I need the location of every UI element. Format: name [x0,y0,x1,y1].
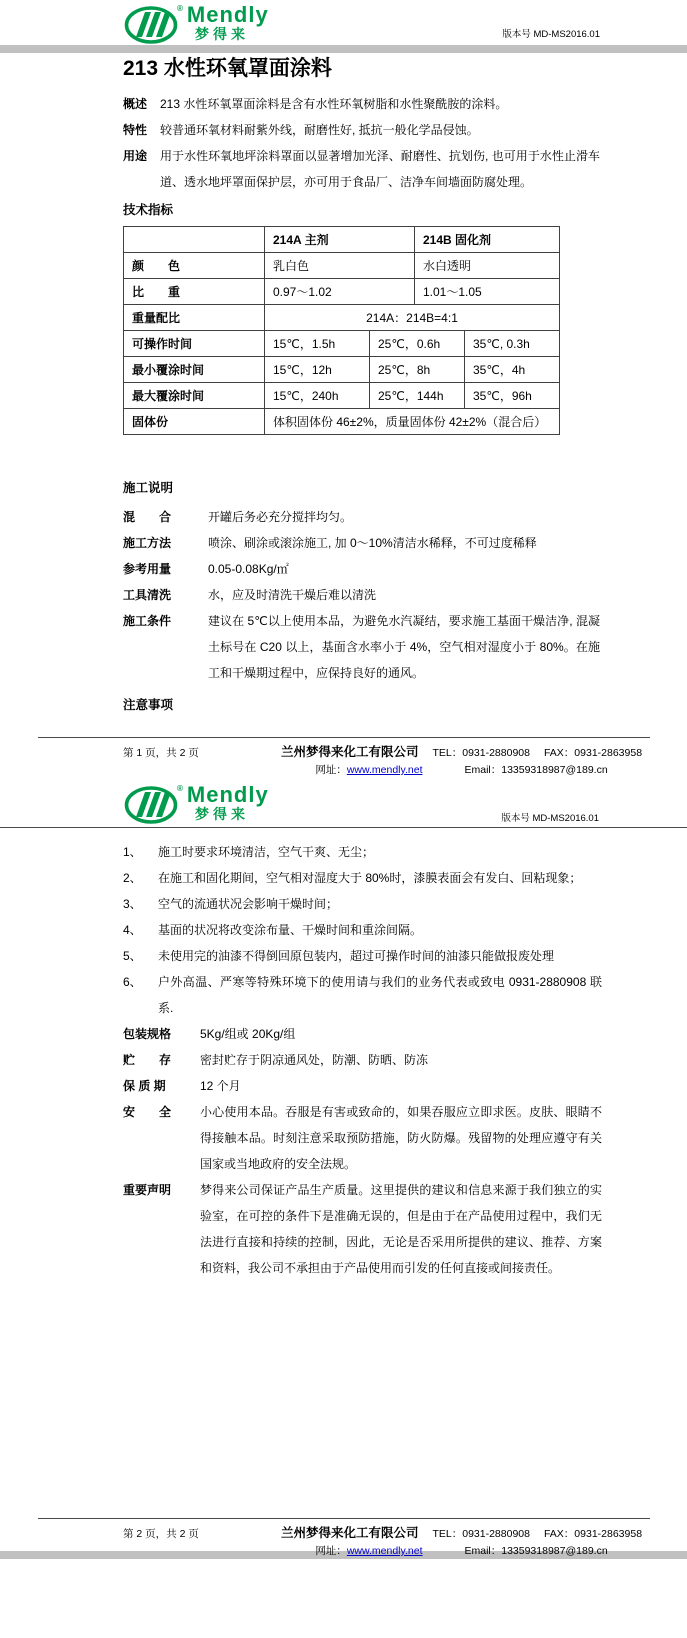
page-number: 第 2 页，共 2 页 [123,1528,199,1540]
company-name: 兰州梦得来化工有限公司 [280,1526,419,1540]
table-row-min-recoat [124,357,559,383]
footer-contact-block [273,742,650,777]
mendly-logo-icon [123,4,179,46]
info-row-storage [123,1047,602,1073]
intro-row-features [123,117,600,143]
intro-row-usage [123,143,600,195]
value-35c: 35℃，4h [473,363,526,377]
note-item-4 [123,917,602,943]
footer-contact-block [273,1523,650,1558]
info-row-disclaimer [123,1177,602,1281]
page1-content [123,0,600,718]
item-number: 4、 [123,923,142,937]
row-text: 喷涂、刷涂或滚涂施工, 加 0～10%清洁水稀释，不可过度稀释 [208,536,537,550]
mix-ratio-value: 214A：214B=4:1 [366,311,458,325]
value-25c: 25℃，0.6h [370,331,465,356]
note-item-5 [123,943,602,969]
intro-text: 用于水性环氧地坪涂料罩面以显著增加光泽、耐磨性、抗划伤, 也可用于水性止滑车道、透水地坪罩面保护层，亦可用于食品厂、洁净车间墙面防腐处理。 [160,149,600,189]
item-number: 1、 [123,845,142,859]
row-label: 保 质 期 [123,1079,166,1093]
item-number: 3、 [123,897,142,911]
construction-row-method [123,530,600,556]
row-label: 固体份 [124,409,265,434]
brand-name-cn: 梦得来 [195,806,249,822]
row-label: 最小覆涂时间 [124,357,265,382]
construction-row-cleaning [123,582,600,608]
table-row-max-recoat [124,383,559,409]
row-text: 密封贮存于阴凉通风处，防潮、防晒、防冻 [200,1053,429,1067]
intro-text: 213 水性环氧罩面涂料是含有水性环氧树脂和水性聚酰胺的涂料。 [160,97,508,111]
page1-footer [38,737,650,777]
intro-label: 特性 [123,123,148,137]
construction-row-mixing [123,504,600,530]
value-25c: 25℃，8h [370,357,465,382]
row-label: 贮 存 [123,1053,172,1067]
footer-line1 [273,742,650,760]
mendly-logo-icon [123,784,179,826]
logo-text [177,782,269,822]
value-15c: 15℃，12h [265,357,370,382]
note-item-2 [123,865,602,891]
email-address: Email：13359318987@189.cn [464,1545,608,1557]
email-address: Email：13359318987@189.cn [464,764,608,776]
logo-text [177,2,269,42]
item-text: 户外高温、严寒等特殊环境下的使用请与我们的业务代表或致电 0931-2880908 联系. [158,975,602,1015]
intro-label: 概述 [123,97,148,111]
row-label: 重量配比 [124,305,265,330]
row-label: 参考用量 [123,562,172,576]
value-25c: 25℃，144h [370,383,465,408]
note-item-6 [123,969,602,1021]
row-label: 可操作时间 [124,331,265,356]
website-entry [315,762,422,777]
value-35c: 35℃，96h [473,389,532,403]
brand-name-en: Mendly [186,2,269,27]
info-row-safety [123,1099,602,1177]
table-header-row [124,227,559,253]
table-header-214b: 214B 固化剂 [423,233,492,247]
item-text: 基面的状况将改变涂布量、干燥时间和重涂间隔。 [158,923,423,937]
website-label: 网址： [315,764,347,776]
footer-row [38,742,650,777]
row-text: 水，应及时清洗干燥后难以清洗 [208,588,377,602]
footer-rule [38,1518,650,1519]
item-text: 空气的流通状况会影响干燥时间； [158,897,339,911]
row-label: 比 重 [124,279,265,304]
footer-rule [38,737,650,738]
item-number: 2、 [123,871,142,885]
company-name: 兰州梦得来化工有限公司 [280,745,419,759]
website-entry [315,1543,422,1558]
notes-heading: 注意事项 [123,698,174,712]
fax-number: FAX：0931-2863958 [543,747,643,759]
note-item-3 [123,891,602,917]
intro-row-overview [123,91,600,117]
construction-row-consumption [123,556,600,582]
row-text: 0.05-0.08Kg/㎡ [208,562,289,576]
page2-header-rule [0,827,687,828]
page2-content [123,839,602,1281]
row-text: 小心使用本品。吞服是有害或致命的，如果吞服应立即求医。皮肤、眼睛不得接触本品。时刻注意采取预防措施，防火防爆。残留物的处理应遵守有关国家或当地政府的安全法规。 [200,1105,602,1171]
value-214b: 1.01～1.05 [423,285,482,299]
item-text: 未使用完的油漆不得倒回原包装内，超过可操作时间的油漆只能做报废处理 [158,949,555,963]
construction-row-conditions [123,608,600,686]
value-15c: 15℃，1.5h [265,331,370,356]
brand-name-en: Mendly [186,782,269,807]
page1-header [123,0,600,45]
item-number: 6、 [123,975,142,989]
construction-section [123,504,600,686]
value-214a: 乳白色 [265,253,415,278]
value-35c: 35℃, 0.3h [473,336,530,351]
footer-line2 [273,1543,650,1558]
row-label: 包装规格 [123,1027,172,1041]
version-label: 版本号 MD-MS2016.01 [502,29,600,40]
row-text: 12 个月 [200,1079,241,1093]
intro-section [123,91,600,195]
value-15c: 15℃，240h [265,383,370,408]
table-row-specific-gravity [124,279,559,305]
page-number: 第 1 页，共 2 页 [123,747,199,759]
table-row-color [124,253,559,279]
page2-header [123,780,269,826]
brand-name-cn: 梦得来 [195,26,249,42]
company-logo [123,780,269,826]
footer-row [38,1523,650,1558]
registered-mark: ® [177,784,183,793]
row-label: 最大覆涂时间 [124,383,265,408]
version-label: 版本号 MD-MS2016.01 [501,813,599,824]
row-text: 5Kg/组或 20Kg/组 [200,1027,296,1041]
footer-line2 [273,762,650,777]
tech-spec-table [123,226,560,435]
row-text: 梦得来公司保证产品生产质量。这里提供的建议和信息来源于我们独立的实验室，在可控的条件下是准确无误的，但是由于在产品使用过程中，我们无法进行直接和持续的控制，因此，无论是否采用所提供的建议、推荐、方案和资料，我公司不承担由于产品使用而引发的任何直接或间接责任。 [200,1183,602,1275]
row-label: 施工方法 [123,536,172,550]
construction-heading: 施工说明 [123,481,174,495]
footer-line1 [273,1523,650,1541]
table-header-empty [124,227,265,252]
website-link[interactable]: www.mendly.net [346,764,423,776]
solids-value: 体积固体份 46±2%，质量固体份 42±2%（混合后） [273,415,547,429]
item-text: 施工时要求环境清洁，空气干爽、无尘； [158,845,375,859]
row-label: 施工条件 [123,614,172,628]
table-row-solids [124,409,559,434]
table-row-pot-life [124,331,559,357]
row-text: 建议在 5℃以上使用本品，为避免水汽凝结，要求施工基面干燥洁净, 混凝土标号在 C20 以上，基面含水率小于 4%，空气相对湿度小于 80%。在施工和干燥期过程中，应保持良好的通风。 [208,614,600,680]
info-row-shelf-life [123,1073,602,1099]
item-number: 5、 [123,949,142,963]
value-214b: 水白透明 [423,259,472,273]
page2-footer [38,1518,650,1558]
product-title: 213 水性环氧罩面涂料 [123,57,332,80]
tel-number: TEL：0931-2880908 [432,747,530,759]
note-item-1 [123,839,602,865]
row-label: 工具清洗 [123,588,172,602]
row-label: 混 合 [123,510,172,524]
tech-spec-heading: 技术指标 [123,203,174,217]
item-text: 在施工和固化期间，空气相对湿度大于 80%时，漆膜表面会有发白、回粘现象； [158,871,582,885]
row-text: 开罐后务必充分搅拌均匀。 [208,510,353,524]
intro-label: 用途 [123,149,148,163]
row-label: 颜 色 [124,253,265,278]
row-label: 安 全 [123,1105,172,1119]
tel-number: TEL：0931-2880908 [432,1528,530,1540]
table-header-214a: 214A 主剂 [265,227,415,252]
value-214a: 0.97～1.02 [265,279,415,304]
fax-number: FAX：0931-2863958 [543,1528,643,1540]
registered-mark: ® [177,4,183,13]
intro-text: 较普通环氧材料耐紫外线，耐磨性好, 抵抗一般化学品侵蚀。 [160,123,479,137]
row-label: 重要声明 [123,1183,172,1197]
website-link[interactable]: www.mendly.net [346,1545,423,1557]
table-row-mix-ratio [124,305,559,331]
website-label: 网址： [315,1545,347,1557]
info-row-packaging [123,1021,602,1047]
